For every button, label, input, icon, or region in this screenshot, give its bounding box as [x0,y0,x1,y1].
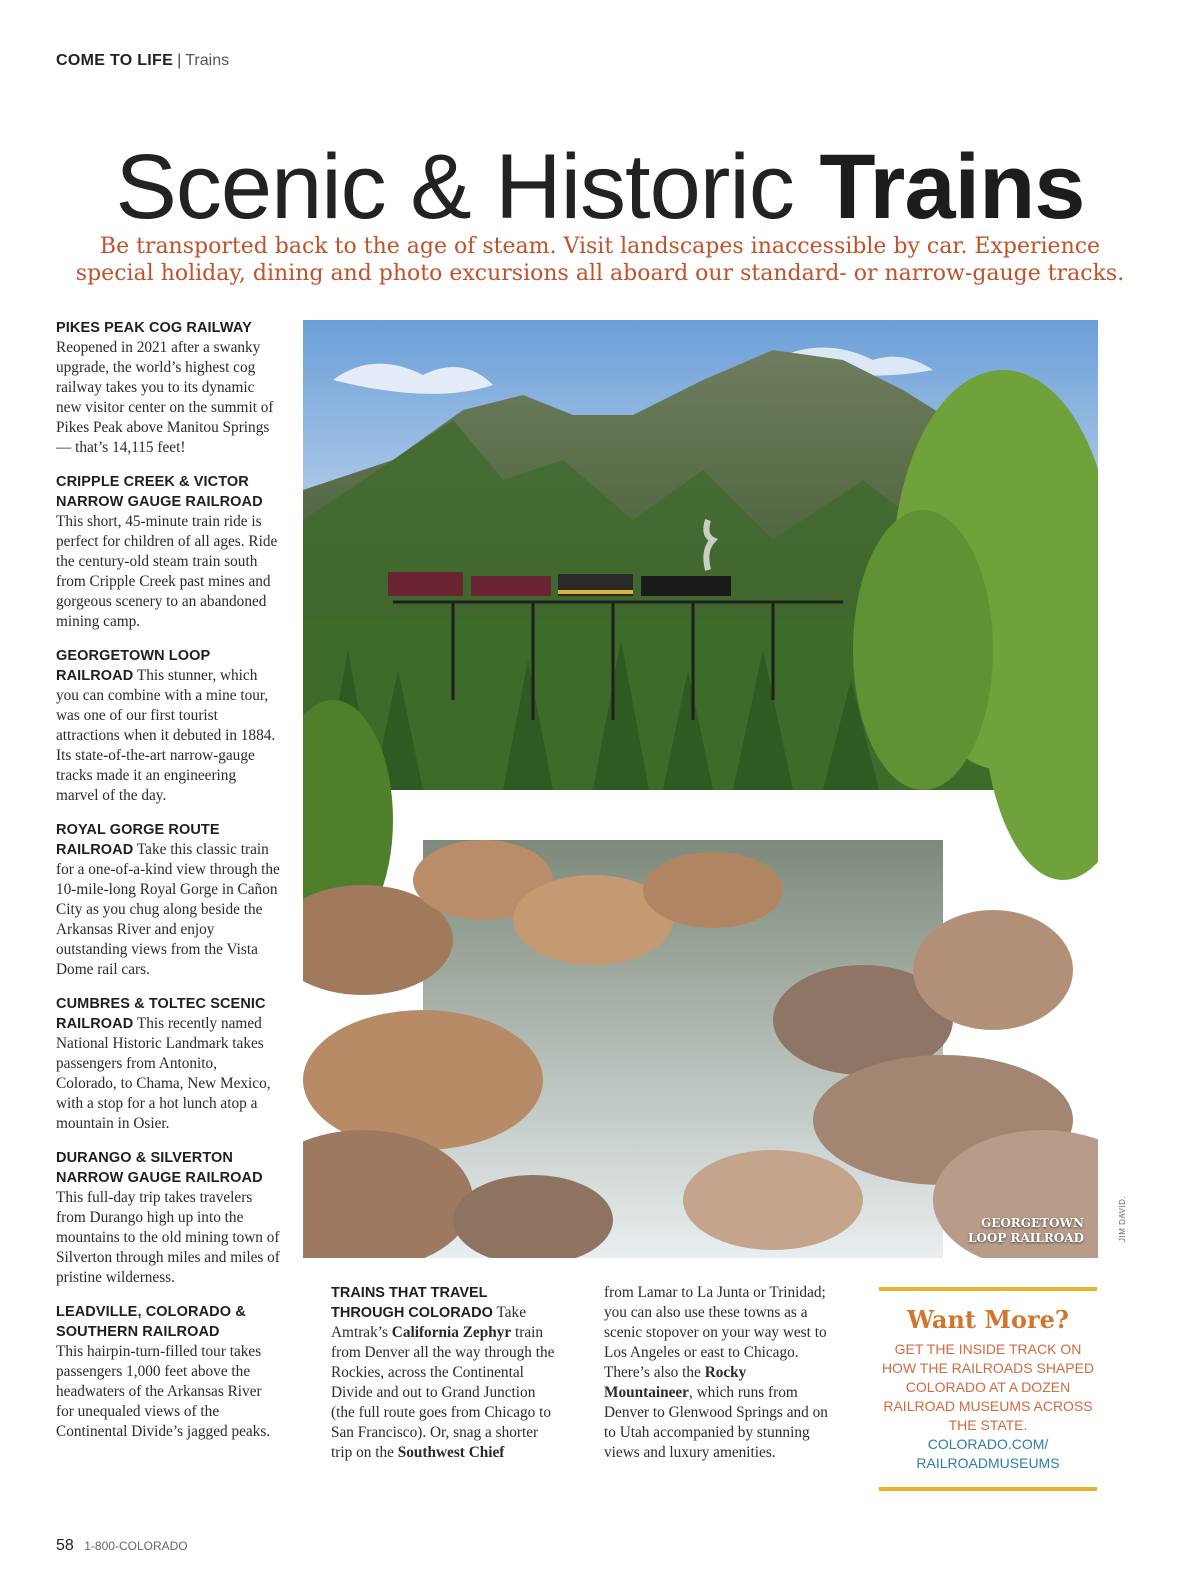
caption-line: LOOP RAILROAD [967,1231,1084,1245]
amtrak-column-1 [331,1283,561,1463]
railroad-list [56,318,281,1456]
train-name: Rocky Mountaineer [604,1364,747,1401]
section-kicker: COME TO LIFE [56,52,174,69]
railroad-entry [56,1302,281,1442]
page-number: 58 [56,1537,74,1554]
section-label [56,52,229,70]
entry-body: Take this classic train for a one-of-a-kind view through the 10-mile-long Royal Gorge in Cañon City as you chug along beside the Arkansas River and enjoy outstanding views from the Vista Dome rail cars. [56,841,280,978]
amtrak-text: , which runs from Denver to Glenwood Springs and on to Utah accompanied by stunning views and luxury amenities. [604,1384,828,1461]
link-line[interactable]: COLORADO.COM/ [927,1436,1049,1452]
railroad-entry [56,646,281,806]
entry-heading: LEADVILLE, COLORADO & SOUTHERN RAILROAD [56,1304,246,1340]
caption-line: GEORGETOWN [980,1216,1084,1230]
train-name: Southwest Chief [397,1444,505,1461]
railroad-entry [56,472,281,632]
want-more-title: Want More? [907,1305,1069,1334]
entry-heading: CUMBRES & TOLTEC SCENIC RAILROAD [56,996,266,1032]
entry-heading: ROYAL GORGE ROUTE RAILROAD [56,822,220,858]
railroad-entry [56,1148,281,1288]
train-name: California Zephyr [391,1324,512,1341]
georgetown-loop-photo [303,320,1098,1258]
railroad-entry [56,994,281,1134]
amtrak-text: train from Denver all the way through the Rockies, across the Continental Divide and out to Grand Junction (the full route goes from Chicago to San Francisco). Or, snag a shorter trip on the [331,1324,555,1461]
entry-body: This short, 45-minute train ride is perfect for children of all ages. Ride the century-old steam train south from Cripple Creek past mines and gorgeous scenery to an abandoned mining camp. [56,513,278,630]
railroad-entry [56,820,281,980]
amtrak-column-2 [604,1283,834,1463]
entry-body: This hairpin-turn-filled tour takes passengers 1,000 feet above the headwaters of the Arkansas River for unequaled views of the Continental Divide’s jagged peaks. [56,1343,271,1440]
phone-number: 1-800-COLORADO [84,1539,188,1553]
page-footer [56,1537,188,1555]
entry-body: This full-day trip takes travelers from Durango high up into the mountains to the old mining town of Silverton through miles and miles of pristine wilderness. [56,1189,280,1286]
entry-body: This stunner, which you can combine with a mine tour, was one of our first tourist attractions when it debuted in 1884. Its state-of-the-art narrow-gauge tracks made it an engineering marvel of the day. [56,667,276,804]
section-topic: Trains [185,52,230,69]
entry-body: Reopened in 2021 after a swanky upgrade, the world’s highest cog railway takes you to its dynamic new visitor center on the summit of Pikes Peak above Manitou Springs — that’s 14,115 feet! [56,339,274,456]
page-subtitle: Be transported back to the age of steam. Visit landscapes inaccessible by car. Experience special holiday, dining and photo excursions all aboard our standard- or narrow-gauge tracks. [75,234,1125,286]
link-line[interactable]: RAILROADMUSEUMS [916,1455,1060,1471]
page-title-bold: Trains [819,136,1085,238]
entry-heading: GEORGETOWN LOOP RAILROAD [56,648,211,684]
amtrak-text: Take Amtrak’s [331,1304,526,1341]
want-more-body: GET THE INSIDE TRACK ON HOW THE RAILROADS SHAPED COLORADO AT A DOZEN RAILROAD MUSEUMS ACROSS THE STATE. [881,1341,1095,1433]
page-title-light: Scenic & Historic [115,136,794,238]
landscape-illustration [303,320,1098,1258]
page-title [0,132,1200,242]
section-separator: | [177,52,182,69]
entry-body: This recently named National Historic Landmark takes passengers from Antonito, Colorado, to Chama, New Mexico, with a stop for a hot lunch atop a mountain in Osier. [56,1015,271,1132]
entry-heading: DURANGO & SILVERTON NARROW GAUGE RAILROAD [56,1150,263,1186]
entry-heading: PIKES PEAK COG RAILWAY [56,320,252,336]
photo-caption [968,1216,1084,1246]
want-more-box [879,1287,1097,1491]
photo-credit: JIM DAVID. [1118,1195,1127,1242]
amtrak-heading: TRAINS THAT TRAVEL THROUGH COLORADO [331,1285,493,1321]
amtrak-text: from Lamar to La Junta or Trinidad; you can also use these towns as a scenic stopover on your way west to Los Angeles or east to Chicago. There’s also the [604,1284,827,1381]
railroad-museums-link[interactable] [879,1435,1097,1473]
entry-heading: CRIPPLE CREEK & VICTOR NARROW GAUGE RAILROAD [56,474,263,510]
railroad-entry [56,318,281,458]
